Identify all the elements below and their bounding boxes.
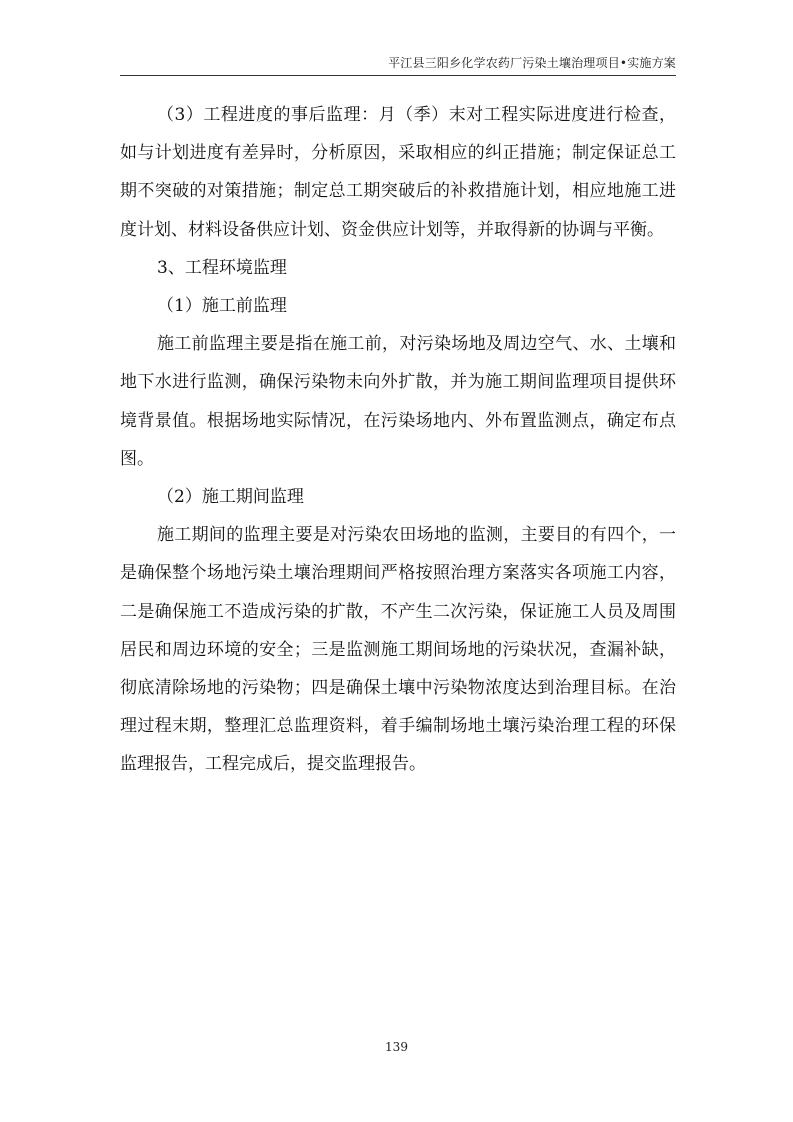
header-divider <box>120 75 676 76</box>
running-header: 平江县三阳乡化学农药厂污染土壤治理项目•实施方案 <box>388 56 676 70</box>
paragraph-during-construction: 施工期间的监理主要是对污染农田场地的监测，主要目的有四个，一是确保整个场地污染土壤治理期间严格按照治理方案落实各项施工内容，二是确保施工不造成污染的扩散，不产生二次污染，保证施工人员及周围居民和周边环境的安全；三是监测施工期间场地的污染状况，查漏补缺，彻底清除场地的污染物；四是确保土壤中污染物浓度达到治理目标。在治理过程末期，整理汇总监理资料，着手编制场地土壤污染治理工程的环保监理报告，工程完成后，提交监理报告。 <box>120 525 676 775</box>
document-body <box>120 96 676 784</box>
subheading-pre-construction: （1）施工前监理 <box>157 296 287 317</box>
subheading-during-construction: （2）施工期间监理 <box>157 487 304 508</box>
paragraph-pre-construction: 施工前监理主要是指在施工前，对污染场地及周边空气、水、土壤和地下水进行监测，确保污染物未向外扩散，并为施工期间监理项目提供环境背景值。根据场地实际情况，在污染场地内、外布置监测点，确定布点图。 <box>120 334 676 469</box>
paragraph-schedule-post-supervision: （3）工程进度的事后监理：月（季）末对工程实际进度进行检查，如与计划进度有差异时，分析原因，采取相应的纠正措施；制定保证总工期不突破的对策措施；制定总工期突破后的补救措施计划，相应地施工进度计划、材料设备供应计划、资金供应计划等，并取得新的协调与平衡。 <box>120 105 676 240</box>
section-heading-environment-supervision: 3、工程环境监理 <box>157 257 287 278</box>
page-number: 139 <box>385 1040 408 1054</box>
